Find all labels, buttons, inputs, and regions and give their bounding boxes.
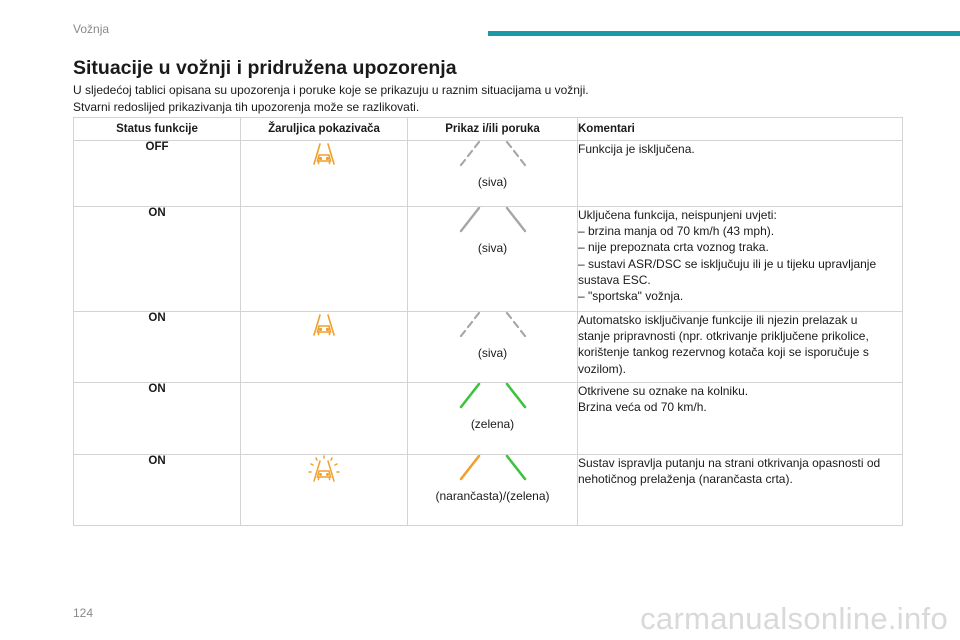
status-cell: ON xyxy=(74,383,241,455)
comment-line: Uključena funkcija, neispunjeni uvjeti: xyxy=(578,208,777,222)
lane-marking-grey-solid-icon xyxy=(458,207,528,233)
watermark-logo: carmanualsonline.info xyxy=(640,601,948,636)
intro-line: U sljedećoj tablici opisana su upozorenja i poruke koje se prikazuju u raznim situacijama u vožnji. xyxy=(73,83,589,97)
indicator-cell xyxy=(241,383,408,455)
comment-line: Otkrivene su oznake na kolniku. xyxy=(578,384,749,398)
comment-line: Sustav ispravlja putanju na strani otkrivanja opasnosti od xyxy=(578,456,881,470)
status-cell: ON xyxy=(74,455,241,526)
display-caption: (siva) xyxy=(477,175,508,189)
comment-line: – "sportska" vožnja. xyxy=(578,289,684,304)
comment-line: Automatsko isključivanje funkcije ili njezin prelazak u xyxy=(578,313,858,327)
comment-line: nehotičnog prelaženja (narančasta crta). xyxy=(578,472,793,487)
page-title: Situacije u vožnji i pridružena upozorenja xyxy=(73,57,457,79)
comment-line: vozilom). xyxy=(578,361,627,376)
status-cell: ON xyxy=(74,207,241,312)
table-row xyxy=(74,141,903,207)
comment-cell xyxy=(578,383,903,455)
comment-line: Brzina veća od 70 km/h. xyxy=(578,400,707,415)
comment-cell xyxy=(578,312,903,383)
comment-line: – brzina manja od 70 km/h (43 mph). xyxy=(578,224,775,239)
lane-warning-lamp-icon xyxy=(311,141,337,169)
warnings-table xyxy=(73,117,903,526)
comment-line: Funkcija je isključena. xyxy=(578,142,695,156)
indicator-cell xyxy=(241,455,408,526)
display-cell xyxy=(408,455,578,526)
lane-warning-lamp-icon xyxy=(311,312,337,340)
lane-warning-flashing-lamp-icon xyxy=(308,455,340,487)
column-header-display: Prikaz i/ili poruka xyxy=(408,118,578,141)
table-row xyxy=(74,455,903,526)
lane-marking-grey-dashed-icon xyxy=(458,312,528,338)
status-cell: ON xyxy=(74,312,241,383)
column-header-comments: Komentari xyxy=(578,118,903,141)
column-header-indicator: Žaruljica pokazivača xyxy=(241,118,408,141)
table-row xyxy=(74,383,903,455)
lane-marking-grey-dashed-icon xyxy=(458,141,528,167)
display-cell xyxy=(408,312,578,383)
table-row xyxy=(74,312,903,383)
comment-line: sustava ESC. xyxy=(578,272,651,287)
comment-cell xyxy=(578,141,903,207)
comment-line: stanje pripravnosti (npr. otkrivanje priključene prikolice, xyxy=(578,329,869,344)
display-cell xyxy=(408,383,578,455)
lane-marking-orange-green-icon xyxy=(458,455,528,481)
indicator-cell xyxy=(241,312,408,383)
comment-cell xyxy=(578,455,903,526)
intro-line: Stvarni redoslijed prikazivanja tih upozorenja može se razlikovati. xyxy=(73,100,420,114)
display-caption: (zelena) xyxy=(470,417,515,431)
page-number: 124 xyxy=(73,606,94,620)
display-cell xyxy=(408,207,578,312)
indicator-cell xyxy=(241,207,408,312)
table-row xyxy=(74,207,903,312)
status-cell: OFF xyxy=(74,141,241,207)
comment-line: – nije prepoznata crta voznog traka. xyxy=(578,240,769,255)
section-label: Vožnja xyxy=(73,22,110,36)
comment-line: – sustavi ASR/DSC se isključuju ili je u tijeku upravljanje xyxy=(578,256,877,271)
display-caption: (siva) xyxy=(477,241,508,255)
comment-line: korištenje tankog rezervnog kotača koji se isporučuje s xyxy=(578,345,869,360)
display-caption: (narančasta)/(zelena) xyxy=(435,489,550,503)
lane-marking-green-solid-icon xyxy=(458,383,528,409)
column-header-status: Status funkcije xyxy=(74,118,241,141)
display-cell xyxy=(408,141,578,207)
intro-text xyxy=(73,82,589,116)
table-header-row xyxy=(74,118,903,141)
indicator-cell xyxy=(241,141,408,207)
header-accent-bar xyxy=(488,31,960,36)
comment-cell xyxy=(578,207,903,312)
display-caption: (siva) xyxy=(477,346,508,360)
